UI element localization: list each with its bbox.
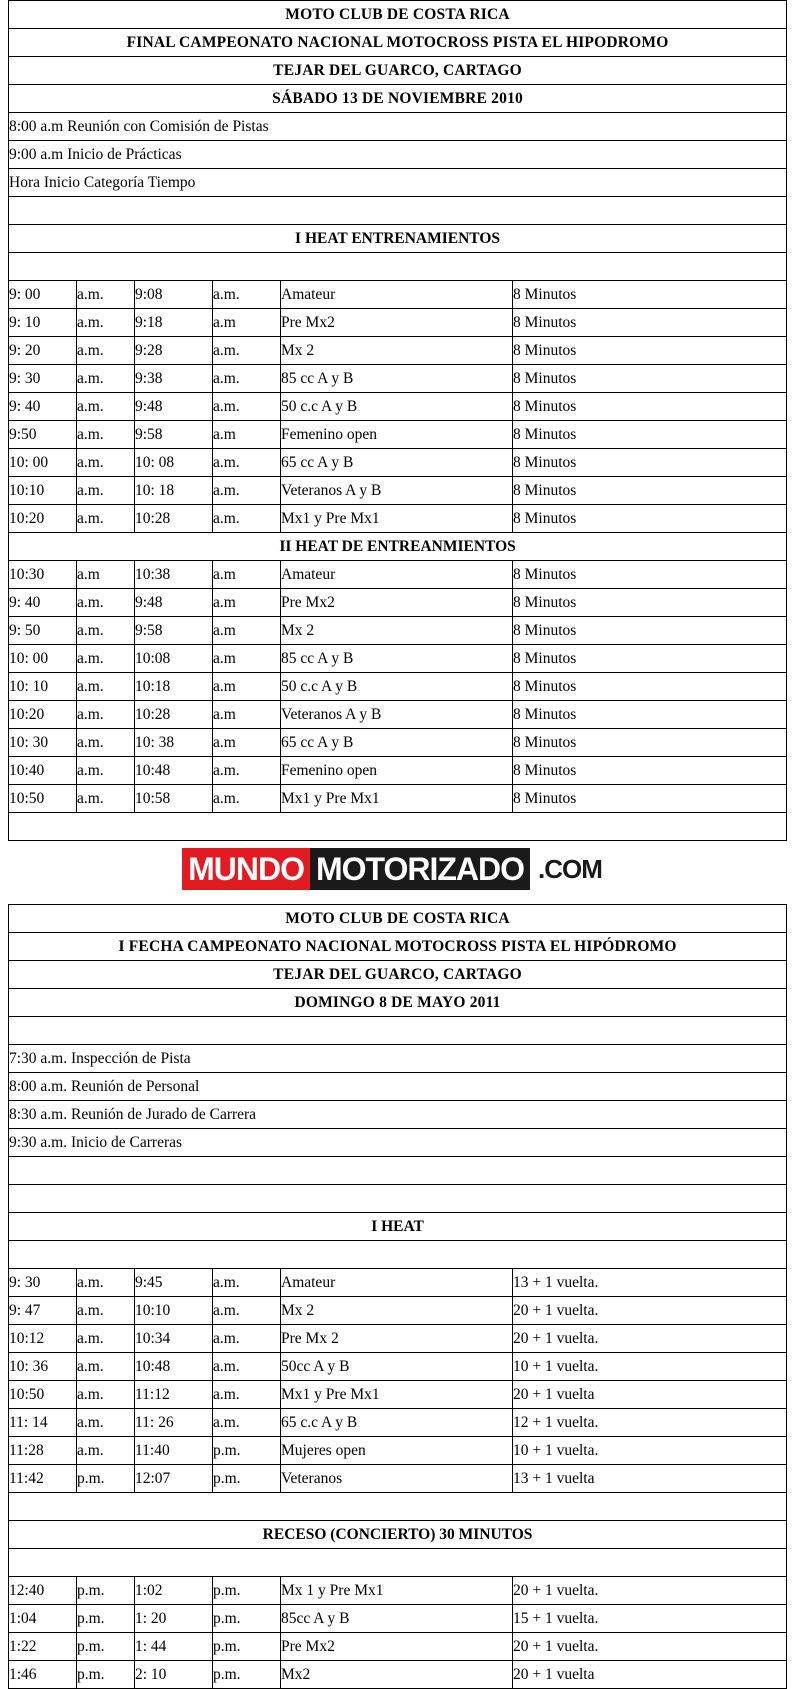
watermark-logo (8, 841, 786, 904)
end-meridiem: a.m. (213, 1353, 281, 1381)
end-meridiem: a.m. (213, 505, 281, 533)
category: Mx 2 (281, 617, 513, 645)
start-meridiem: a.m. (77, 505, 135, 533)
club-title: MOTO CLUB DE COSTA RICA (9, 1, 787, 29)
start-meridiem: a.m. (77, 1409, 135, 1437)
start-meridiem: p.m. (77, 1661, 135, 1689)
end-time: 9:48 (135, 589, 213, 617)
end-time: 11:12 (135, 1381, 213, 1409)
start-time: 10: 30 (9, 729, 77, 757)
note-text: 8:30 a.m. Reunión de Jurado de Carrera (9, 1101, 787, 1129)
end-meridiem: p.m. (213, 1465, 281, 1493)
laps: 13 + 1 vuelta. (513, 1269, 787, 1297)
end-time: 10:58 (135, 785, 213, 813)
end-time: 12:07 (135, 1465, 213, 1493)
duration: 8 Minutos (513, 281, 787, 309)
end-time: 10:48 (135, 1353, 213, 1381)
table-row (9, 365, 787, 393)
heat-title-row (9, 533, 787, 561)
end-meridiem: a.m. (213, 1409, 281, 1437)
start-meridiem: p.m. (77, 1577, 135, 1605)
start-time: 9: 40 (9, 589, 77, 617)
duration: 8 Minutos (513, 421, 787, 449)
note-row (9, 113, 787, 141)
start-time: 9: 40 (9, 393, 77, 421)
category: 50 c.c A y B (281, 393, 513, 421)
start-time: 9: 47 (9, 1297, 77, 1325)
end-time: 9:08 (135, 281, 213, 309)
laps: 20 + 1 vuelta (513, 1381, 787, 1409)
receso-row (9, 1521, 787, 1549)
laps: 20 + 1 vuelta (513, 1661, 787, 1689)
duration: 8 Minutos (513, 757, 787, 785)
schedule-table-2011 (8, 904, 787, 1689)
duration: 8 Minutos (513, 561, 787, 589)
end-meridiem: a.m. (213, 281, 281, 309)
start-meridiem: a.m. (77, 477, 135, 505)
end-meridiem: a.m (213, 673, 281, 701)
start-time: 10:20 (9, 701, 77, 729)
end-meridiem: a.m. (213, 1325, 281, 1353)
note-row (9, 1073, 787, 1101)
table-row (9, 421, 787, 449)
category: Amateur (281, 561, 513, 589)
table-row (9, 673, 787, 701)
category: 65 cc A y B (281, 449, 513, 477)
start-time: 11:42 (9, 1465, 77, 1493)
start-time: 9: 20 (9, 337, 77, 365)
note-text: 7:30 a.m. Inspección de Pista (9, 1045, 787, 1073)
table-row (9, 337, 787, 365)
start-time: 9: 00 (9, 281, 77, 309)
mundo-motorizado-logo (181, 847, 613, 891)
header-row (9, 961, 787, 989)
duration: 8 Minutos (513, 309, 787, 337)
category: 65 c.c A y B (281, 1409, 513, 1437)
note-row (9, 141, 787, 169)
start-meridiem: a.m. (77, 589, 135, 617)
end-time: 9:45 (135, 1269, 213, 1297)
end-time: 9:18 (135, 309, 213, 337)
duration: 8 Minutos (513, 393, 787, 421)
category: 65 cc A y B (281, 729, 513, 757)
start-meridiem: p.m. (77, 1605, 135, 1633)
table-row (9, 561, 787, 589)
category: 85 cc A y B (281, 365, 513, 393)
end-meridiem: a.m. (213, 365, 281, 393)
start-time: 10:12 (9, 1325, 77, 1353)
table-row (9, 1297, 787, 1325)
spacer-row (9, 813, 787, 841)
event-date: SÁBADO 13 DE NOVIEMBRE 2010 (9, 85, 787, 113)
end-meridiem: a.m (213, 309, 281, 337)
logo-part-com: .COM (530, 848, 612, 890)
end-time: 10:08 (135, 645, 213, 673)
heat-title-row (9, 225, 787, 253)
note-text: 9:00 a.m Inicio de Prácticas (9, 141, 787, 169)
end-time: 9:28 (135, 337, 213, 365)
spacer-row (9, 1549, 787, 1577)
end-meridiem: p.m. (213, 1633, 281, 1661)
table-row (9, 477, 787, 505)
receso-title: RECESO (CONCIERTO) 30 MINUTOS (9, 1521, 787, 1549)
end-time: 1:02 (135, 1577, 213, 1605)
spacer-row (9, 1493, 787, 1521)
end-meridiem: a.m (213, 617, 281, 645)
table-row (9, 589, 787, 617)
category: 50 c.c A y B (281, 673, 513, 701)
end-meridiem: a.m. (213, 449, 281, 477)
start-time: 9:50 (9, 421, 77, 449)
header-row (9, 57, 787, 85)
end-time: 9:58 (135, 421, 213, 449)
header-row (9, 29, 787, 57)
laps: 15 + 1 vuelta. (513, 1605, 787, 1633)
category: Femenino open (281, 421, 513, 449)
table-row (9, 1605, 787, 1633)
end-time: 10: 38 (135, 729, 213, 757)
end-time: 11:40 (135, 1437, 213, 1465)
start-meridiem: a.m. (77, 785, 135, 813)
header-row (9, 989, 787, 1017)
end-meridiem: a.m. (213, 337, 281, 365)
spacer-row (9, 253, 787, 281)
table-row (9, 757, 787, 785)
note-text: 9:30 a.m. Inicio de Carreras (9, 1129, 787, 1157)
end-meridiem: a.m (213, 645, 281, 673)
note-row (9, 1101, 787, 1129)
table-row (9, 1577, 787, 1605)
event-date: DOMINGO 8 DE MAYO 2011 (9, 989, 787, 1017)
category: Veteranos A y B (281, 477, 513, 505)
category: Mx 2 (281, 1297, 513, 1325)
start-meridiem: a.m. (77, 1437, 135, 1465)
category: Amateur (281, 281, 513, 309)
table-row (9, 1465, 787, 1493)
category: 85 cc A y B (281, 645, 513, 673)
start-time: 1:04 (9, 1605, 77, 1633)
end-time: 10:10 (135, 1297, 213, 1325)
category: Femenino open (281, 757, 513, 785)
start-meridiem: a.m (77, 561, 135, 589)
end-meridiem: a.m. (213, 1297, 281, 1325)
duration: 8 Minutos (513, 365, 787, 393)
end-meridiem: a.m (213, 729, 281, 757)
duration: 8 Minutos (513, 477, 787, 505)
start-time: 11: 14 (9, 1409, 77, 1437)
start-time: 1:22 (9, 1633, 77, 1661)
start-meridiem: a.m. (77, 337, 135, 365)
event-title: FINAL CAMPEONATO NACIONAL MOTOCROSS PISTA EL HIPODROMO (9, 29, 787, 57)
spacer-row (9, 1157, 787, 1185)
end-time: 1: 20 (135, 1605, 213, 1633)
start-time: 1:46 (9, 1661, 77, 1689)
category: 85cc A y B (281, 1605, 513, 1633)
start-time: 9: 30 (9, 1269, 77, 1297)
end-time: 9:58 (135, 617, 213, 645)
end-meridiem: a.m. (213, 477, 281, 505)
start-time: 10: 00 (9, 449, 77, 477)
table-row (9, 1353, 787, 1381)
header-row (9, 1, 787, 29)
start-meridiem: a.m. (77, 1269, 135, 1297)
start-meridiem: a.m. (77, 617, 135, 645)
table-row (9, 1661, 787, 1689)
category: Mx1 y Pre Mx1 (281, 1381, 513, 1409)
start-meridiem: a.m. (77, 1381, 135, 1409)
table-row (9, 1381, 787, 1409)
category: 50cc A y B (281, 1353, 513, 1381)
start-meridiem: a.m. (77, 449, 135, 477)
start-meridiem: a.m. (77, 421, 135, 449)
start-time: 10:10 (9, 477, 77, 505)
event-location: TEJAR DEL GUARCO, CARTAGO (9, 57, 787, 85)
start-time: 10:20 (9, 505, 77, 533)
table-row (9, 729, 787, 757)
heat-1-title: I HEAT ENTRENAMIENTOS (9, 225, 787, 253)
start-meridiem: a.m. (77, 645, 135, 673)
start-time: 10:50 (9, 785, 77, 813)
laps: 13 + 1 vuelta (513, 1465, 787, 1493)
spacer-row (9, 1017, 787, 1045)
category: Veteranos A y B (281, 701, 513, 729)
end-time: 10:48 (135, 757, 213, 785)
category: Mx2 (281, 1661, 513, 1689)
table-row (9, 1437, 787, 1465)
table-row (9, 617, 787, 645)
start-meridiem: a.m. (77, 281, 135, 309)
end-meridiem: a.m. (213, 785, 281, 813)
end-meridiem: a.m. (213, 1269, 281, 1297)
duration: 8 Minutos (513, 701, 787, 729)
category: Pre Mx 2 (281, 1325, 513, 1353)
end-time: 10: 08 (135, 449, 213, 477)
laps: 20 + 1 vuelta. (513, 1633, 787, 1661)
end-meridiem: a.m (213, 421, 281, 449)
duration: 8 Minutos (513, 785, 787, 813)
start-time: 10:30 (9, 561, 77, 589)
end-time: 9:48 (135, 393, 213, 421)
category: Mujeres open (281, 1437, 513, 1465)
event-title: I FECHA CAMPEONATO NACIONAL MOTOCROSS PISTA EL HIPÓDROMO (9, 933, 787, 961)
note-text: 8:00 a.m. Reunión de Personal (9, 1073, 787, 1101)
start-time: 12:40 (9, 1577, 77, 1605)
category: Pre Mx2 (281, 1633, 513, 1661)
table-row (9, 309, 787, 337)
schedule-table-2010 (8, 0, 787, 841)
duration: 8 Minutos (513, 589, 787, 617)
table-row (9, 701, 787, 729)
laps: 20 + 1 vuelta. (513, 1325, 787, 1353)
category: Mx1 y Pre Mx1 (281, 505, 513, 533)
end-meridiem: a.m (213, 561, 281, 589)
end-time: 10:34 (135, 1325, 213, 1353)
duration: 8 Minutos (513, 617, 787, 645)
end-time: 9:38 (135, 365, 213, 393)
end-time: 10:38 (135, 561, 213, 589)
header-row (9, 933, 787, 961)
laps: 20 + 1 vuelta. (513, 1297, 787, 1325)
column-legend: Hora Inicio Categoría Tiempo (9, 169, 787, 197)
start-meridiem: p.m. (77, 1465, 135, 1493)
start-time: 10: 10 (9, 673, 77, 701)
laps: 20 + 1 vuelta. (513, 1577, 787, 1605)
end-meridiem: a.m (213, 701, 281, 729)
start-meridiem: a.m. (77, 757, 135, 785)
duration: 8 Minutos (513, 673, 787, 701)
end-time: 10:28 (135, 701, 213, 729)
table-row (9, 785, 787, 813)
start-meridiem: a.m. (77, 309, 135, 337)
end-meridiem: a.m. (213, 393, 281, 421)
start-meridiem: a.m. (77, 1325, 135, 1353)
laps: 10 + 1 vuelta. (513, 1353, 787, 1381)
start-time: 10:40 (9, 757, 77, 785)
end-meridiem: p.m. (213, 1605, 281, 1633)
end-time: 10:28 (135, 505, 213, 533)
heat-1-title: I HEAT (9, 1213, 787, 1241)
duration: 8 Minutos (513, 505, 787, 533)
duration: 8 Minutos (513, 645, 787, 673)
start-time: 10: 36 (9, 1353, 77, 1381)
end-meridiem: a.m. (213, 757, 281, 785)
category: Pre Mx2 (281, 589, 513, 617)
end-time: 10: 18 (135, 477, 213, 505)
laps: 12 + 1 vuelta. (513, 1409, 787, 1437)
end-meridiem: a.m (213, 589, 281, 617)
club-title: MOTO CLUB DE COSTA RICA (9, 905, 787, 933)
start-meridiem: a.m. (77, 673, 135, 701)
start-time: 10:50 (9, 1381, 77, 1409)
start-time: 9: 30 (9, 365, 77, 393)
note-text: 8:00 a.m Reunión con Comisión de Pistas (9, 113, 787, 141)
table-row (9, 1633, 787, 1661)
logo-part-motorizado: MOTORIZADO (310, 848, 530, 890)
category: Veteranos (281, 1465, 513, 1493)
start-meridiem: a.m. (77, 1297, 135, 1325)
table-row (9, 645, 787, 673)
heat-title-row (9, 1213, 787, 1241)
start-meridiem: a.m. (77, 393, 135, 421)
table-row (9, 1409, 787, 1437)
end-time: 10:18 (135, 673, 213, 701)
start-time: 10: 00 (9, 645, 77, 673)
category: Mx 2 (281, 337, 513, 365)
end-meridiem: p.m. (213, 1437, 281, 1465)
start-meridiem: a.m. (77, 729, 135, 757)
spacer-row (9, 1241, 787, 1269)
table-row (9, 393, 787, 421)
event-location: TEJAR DEL GUARCO, CARTAGO (9, 961, 787, 989)
spacer-row (9, 197, 787, 225)
category: Pre Mx2 (281, 309, 513, 337)
start-time: 9: 10 (9, 309, 77, 337)
duration: 8 Minutos (513, 729, 787, 757)
category: Mx1 y Pre Mx1 (281, 785, 513, 813)
table-row (9, 1325, 787, 1353)
category: Mx 1 y Pre Mx1 (281, 1577, 513, 1605)
start-time: 9: 50 (9, 617, 77, 645)
end-time: 2: 10 (135, 1661, 213, 1689)
end-meridiem: p.m. (213, 1661, 281, 1689)
category: Amateur (281, 1269, 513, 1297)
heat-2-title: II HEAT DE ENTREANMIENTOS (9, 533, 787, 561)
table-row (9, 505, 787, 533)
end-meridiem: p.m. (213, 1577, 281, 1605)
end-time: 1: 44 (135, 1633, 213, 1661)
end-meridiem: a.m. (213, 1381, 281, 1409)
header-row (9, 85, 787, 113)
laps: 10 + 1 vuelta. (513, 1437, 787, 1465)
spacer-row (9, 1185, 787, 1213)
logo-part-mundo: MUNDO (182, 848, 310, 890)
table-row (9, 1269, 787, 1297)
table-row (9, 281, 787, 309)
duration: 8 Minutos (513, 337, 787, 365)
start-time: 11:28 (9, 1437, 77, 1465)
start-meridiem: a.m. (77, 1353, 135, 1381)
table-row (9, 449, 787, 477)
note-row (9, 1045, 787, 1073)
duration: 8 Minutos (513, 449, 787, 477)
start-meridiem: a.m. (77, 701, 135, 729)
start-meridiem: p.m. (77, 1633, 135, 1661)
start-meridiem: a.m. (77, 365, 135, 393)
end-time: 11: 26 (135, 1409, 213, 1437)
note-row (9, 169, 787, 197)
note-row (9, 1129, 787, 1157)
header-row (9, 905, 787, 933)
